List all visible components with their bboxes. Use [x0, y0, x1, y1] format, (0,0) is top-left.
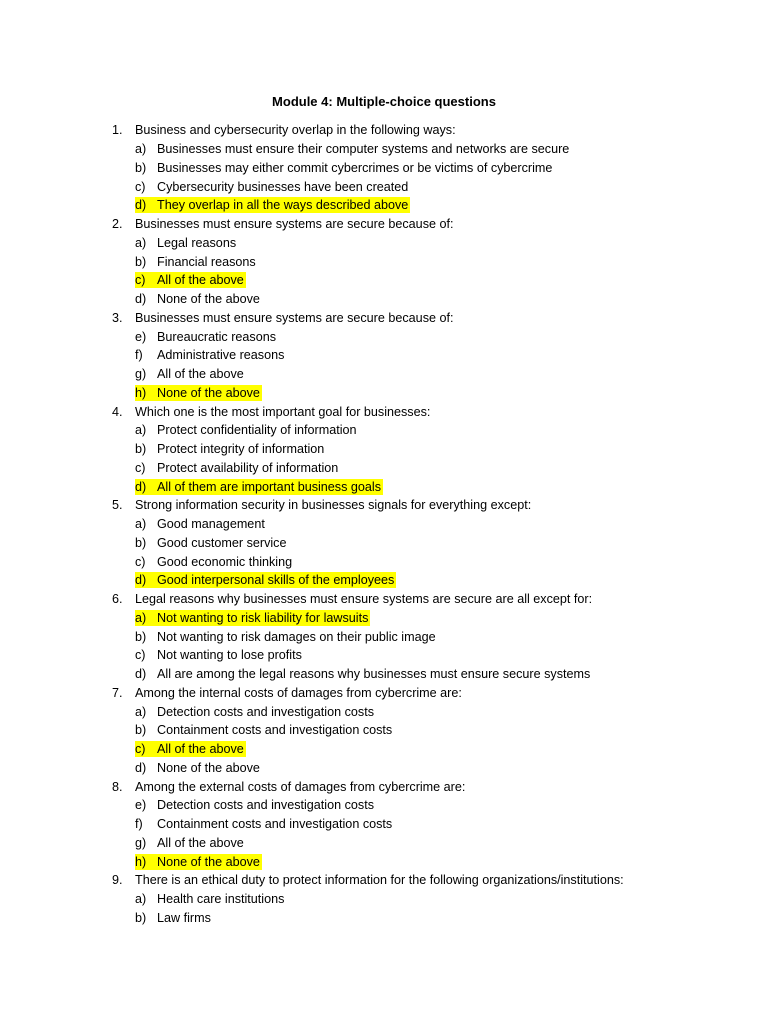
option-text: Businesses may either commit cybercrimes or be victims of cybercrime: [157, 160, 553, 175]
highlighted-answer-option: [112, 477, 752, 496]
answer-option: [112, 290, 752, 309]
answer-highlight: [135, 385, 262, 401]
question-text: There is an ethical duty to protect information for the following organizations/institutions:: [135, 873, 624, 888]
answer-option: [112, 515, 752, 534]
highlighted-answer-option: [112, 571, 752, 590]
question-2: [112, 215, 752, 234]
answer-option: [112, 834, 752, 853]
answer-content: [135, 235, 238, 251]
option-text: Detection costs and investigation costs: [157, 704, 375, 719]
answer-option: [112, 759, 752, 778]
option-letter: d): [135, 198, 147, 213]
highlighted-answer-option: [112, 271, 752, 290]
option-text: Protect availability of information: [157, 460, 339, 475]
option-text: All are among the legal reasons why businesses must ensure secure systems: [157, 667, 591, 682]
answer-content: [135, 160, 554, 176]
answer-option: [112, 721, 752, 740]
option-letter: c): [135, 554, 146, 569]
option-text: None of the above: [157, 385, 260, 400]
option-text: Administrative reasons: [157, 348, 285, 363]
answer-content: [135, 329, 278, 345]
answer-highlight: [135, 479, 383, 495]
answer-content: [135, 366, 246, 382]
question-text: Businesses must ensure systems are secure because of:: [135, 217, 454, 232]
answer-option: [112, 534, 752, 553]
answer-option: [112, 440, 752, 459]
answer-content: [135, 441, 326, 457]
answer-content: [135, 141, 571, 157]
answer-option: [112, 327, 752, 346]
option-letter: d): [135, 760, 147, 775]
answer-content: [135, 891, 286, 907]
answer-content: [135, 254, 258, 270]
option-letter: d): [135, 479, 147, 494]
option-letter: h): [135, 854, 147, 869]
question-text: Among the external costs of damages from cybercrime are:: [135, 779, 466, 794]
question-text: Businesses must ensure systems are secure because of:: [135, 310, 454, 325]
answer-content: [135, 704, 376, 720]
option-letter: e): [135, 329, 147, 344]
option-letter: a): [135, 704, 147, 719]
answer-option: [112, 909, 752, 928]
option-text: Not wanting to lose profits: [157, 648, 302, 663]
answer-content: [135, 554, 294, 570]
question-4: [112, 402, 752, 421]
answer-option: [112, 665, 752, 684]
option-letter: a): [135, 610, 147, 625]
answer-option: [112, 702, 752, 721]
option-text: Protect integrity of information: [157, 442, 325, 457]
answer-highlight: [135, 572, 396, 588]
option-text: Good interpersonal skills of the employees: [157, 573, 395, 588]
option-text: Not wanting to risk liability for lawsuits: [157, 610, 369, 625]
option-letter: d): [135, 573, 147, 588]
option-text: Containment costs and investigation costs: [157, 723, 393, 738]
answer-content: [135, 816, 394, 832]
answer-option: [112, 796, 752, 815]
option-letter: g): [135, 835, 147, 850]
question-list: [112, 121, 752, 927]
answer-content: [135, 647, 304, 663]
option-text: None of the above: [157, 292, 260, 307]
answer-content: [135, 179, 410, 195]
question-number: 7.: [112, 685, 123, 700]
option-letter: b): [135, 723, 147, 738]
option-text: All of them are important business goals: [157, 479, 382, 494]
option-letter: a): [135, 517, 147, 532]
question-number: 4.: [112, 404, 123, 419]
answer-option: [112, 459, 752, 478]
option-text: Businesses must ensure their computer systems and networks are secure: [157, 142, 570, 157]
option-letter: f): [135, 348, 143, 363]
highlighted-answer-option: [112, 609, 752, 628]
answer-highlight: [135, 741, 246, 757]
option-text: They overlap in all the ways described above: [157, 198, 409, 213]
option-letter: c): [135, 742, 146, 757]
answer-option: [112, 421, 752, 440]
option-letter: a): [135, 892, 147, 907]
option-letter: b): [135, 254, 147, 269]
option-text: All of the above: [157, 835, 244, 850]
question-number: 2.: [112, 217, 123, 232]
question-9: [112, 871, 752, 890]
answer-option: [112, 234, 752, 253]
answer-content: [135, 910, 213, 926]
answer-option: [112, 627, 752, 646]
option-text: Containment costs and investigation costs: [157, 817, 393, 832]
question-7: [112, 684, 752, 703]
page-title: Module 4: Multiple-choice questions: [272, 94, 496, 109]
option-letter: f): [135, 817, 143, 832]
answer-content: [135, 422, 359, 438]
answer-highlight: [135, 610, 370, 626]
question-text: Business and cybersecurity overlap in the following ways:: [135, 123, 456, 138]
option-letter: h): [135, 385, 147, 400]
highlighted-answer-option: [112, 740, 752, 759]
question-number: 9.: [112, 873, 123, 888]
option-letter: c): [135, 179, 146, 194]
question-number: 8.: [112, 779, 123, 794]
option-letter: d): [135, 292, 147, 307]
option-text: None of the above: [157, 760, 260, 775]
option-text: All of the above: [157, 273, 244, 288]
option-letter: c): [135, 648, 146, 663]
option-letter: d): [135, 667, 147, 682]
answer-content: [135, 516, 267, 532]
question-3: [112, 309, 752, 328]
answer-option: [112, 159, 752, 178]
option-text: Detection costs and investigation costs: [157, 798, 375, 813]
option-letter: a): [135, 142, 147, 157]
answer-content: [135, 629, 438, 645]
answer-option: [112, 890, 752, 909]
option-letter: b): [135, 535, 147, 550]
answer-highlight: [135, 854, 262, 870]
answer-content: [135, 760, 262, 776]
question-6: [112, 590, 752, 609]
option-letter: g): [135, 367, 147, 382]
question-text: Legal reasons why businesses must ensure systems are secure are all except for:: [135, 592, 593, 607]
answer-option: [112, 140, 752, 159]
option-letter: b): [135, 442, 147, 457]
answer-option: [112, 177, 752, 196]
option-text: Good customer service: [157, 535, 287, 550]
option-text: All of the above: [157, 367, 244, 382]
option-letter: a): [135, 423, 147, 438]
answer-content: [135, 535, 289, 551]
option-text: Protect confidentiality of information: [157, 423, 357, 438]
option-text: Legal reasons: [157, 235, 237, 250]
question-text: Strong information security in businesses signals for everything except:: [135, 498, 532, 513]
option-letter: c): [135, 273, 146, 288]
highlighted-answer-option: [112, 852, 752, 871]
answer-option: [112, 346, 752, 365]
option-text: Law firms: [157, 910, 211, 925]
answer-highlight: [135, 272, 246, 288]
answer-content: [135, 291, 262, 307]
option-letter: b): [135, 910, 147, 925]
question-number: 1.: [112, 123, 123, 138]
option-letter: e): [135, 798, 147, 813]
question-text: Among the internal costs of damages from cybercrime are:: [135, 685, 462, 700]
answer-option: [112, 552, 752, 571]
option-text: Health care institutions: [157, 892, 285, 907]
answer-option: [112, 646, 752, 665]
answer-option: [112, 252, 752, 271]
answer-highlight: [135, 197, 410, 213]
answer-content: [135, 347, 286, 363]
option-text: Bureaucratic reasons: [157, 329, 277, 344]
question-1: [112, 121, 752, 140]
option-text: Financial reasons: [157, 254, 256, 269]
option-letter: a): [135, 235, 147, 250]
question-5: [112, 496, 752, 515]
highlighted-answer-option: [112, 196, 752, 215]
option-text: Good economic thinking: [157, 554, 293, 569]
option-text: Good management: [157, 517, 265, 532]
option-text: None of the above: [157, 854, 260, 869]
option-text: Not wanting to risk damages on their public image: [157, 629, 436, 644]
answer-content: [135, 666, 592, 682]
answer-content: [135, 460, 340, 476]
answer-content: [135, 722, 394, 738]
question-number: 3.: [112, 310, 123, 325]
option-text: Cybersecurity businesses have been created: [157, 179, 409, 194]
question-8: [112, 777, 752, 796]
answer-content: [135, 797, 376, 813]
highlighted-answer-option: [112, 384, 752, 403]
option-text: All of the above: [157, 742, 244, 757]
answer-content: [135, 835, 246, 851]
option-letter: c): [135, 460, 146, 475]
option-letter: b): [135, 629, 147, 644]
question-text: Which one is the most important goal for businesses:: [135, 404, 431, 419]
answer-option: [112, 815, 752, 834]
answer-option: [112, 365, 752, 384]
option-letter: b): [135, 160, 147, 175]
question-number: 6.: [112, 592, 123, 607]
question-number: 5.: [112, 498, 123, 513]
